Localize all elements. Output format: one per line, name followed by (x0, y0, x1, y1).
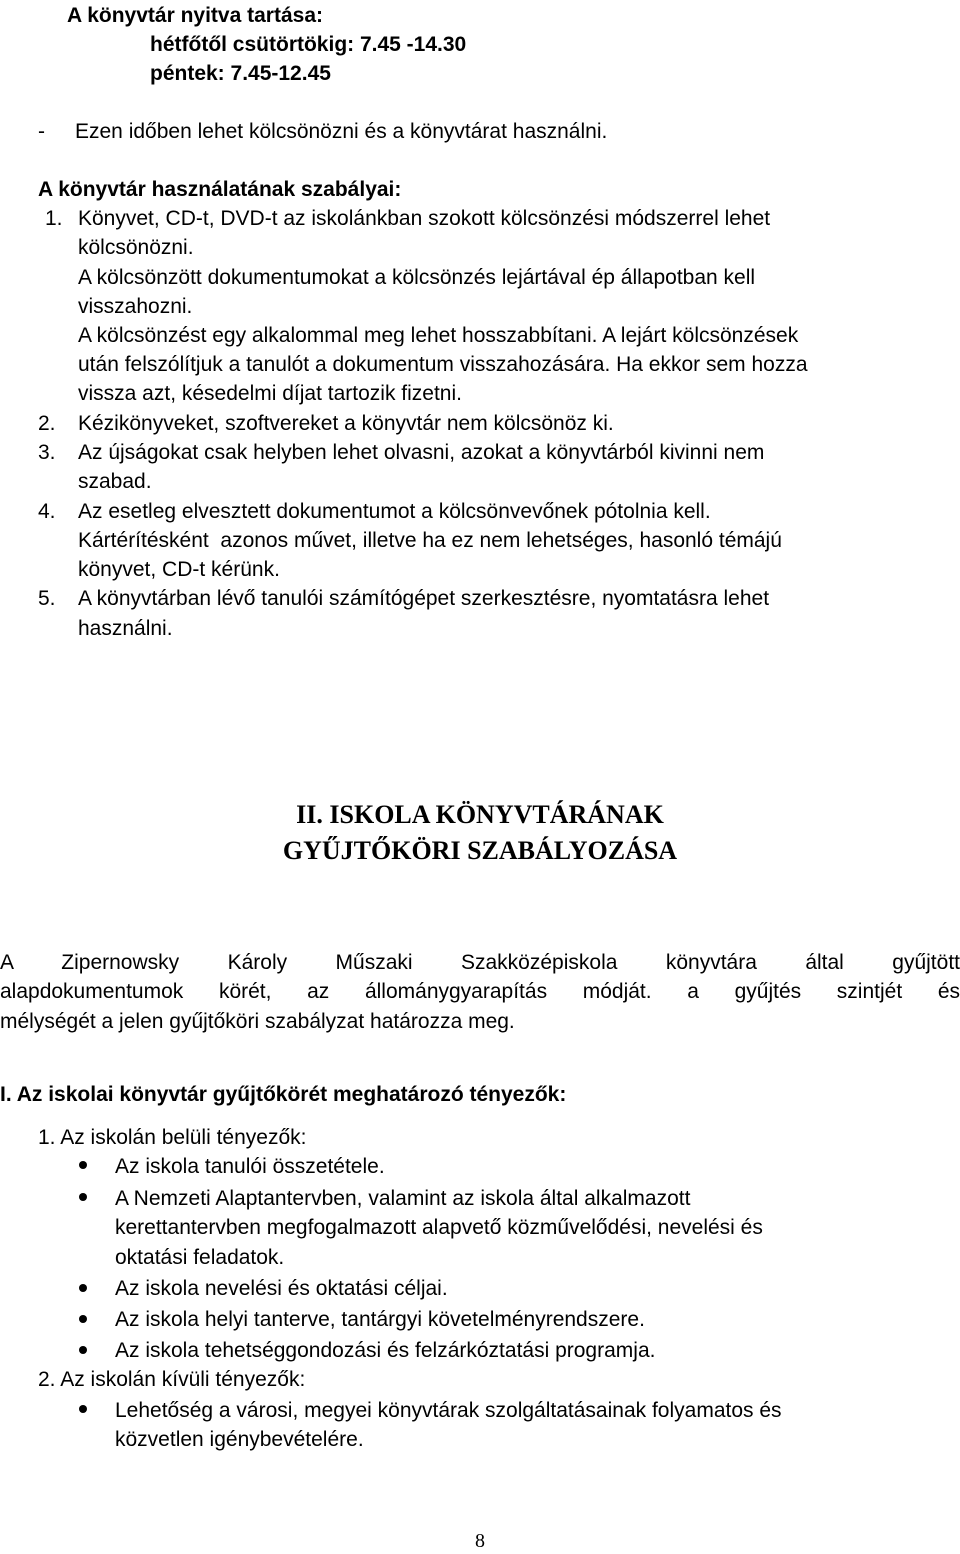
intro-line: mélységét a jelen gyűjtőköri szabályzat határozza meg. (0, 1010, 515, 1033)
intro-line: alapdokumentumok körét, az állománygyarapítás módját. a gyűjtés szintjét és (0, 980, 960, 1003)
rule-line: A kölcsönzött dokumentumokat a kölcsönzés lejártával ép állapotban kell (78, 266, 756, 289)
rule-line: szabad. (78, 470, 152, 493)
rule-line: könyvet, CD-t kérünk. (78, 558, 280, 581)
factor-item: Az iskola tehetséggondozási és felzárkóztatási programja. (115, 1339, 656, 1362)
bullet-icon (79, 1284, 87, 1292)
factor-item: Az iskola tanulói összetétele. (115, 1155, 385, 1178)
bullet-icon (79, 1405, 87, 1413)
rule-line: Az esetleg elvesztett dokumentumot a kölcsönvevőnek pótolnia kell. (78, 500, 711, 523)
bullet-icon (79, 1346, 87, 1354)
factors-title: I. Az iskolai könyvtár gyűjtőkörét meghatározó tényezők: (0, 1083, 567, 1106)
rule-number: 2. (38, 412, 56, 435)
hours-note: Ezen időben lehet kölcsönözni és a könyvtárat használni. (75, 120, 608, 143)
section-heading-line2: GYŰJTŐKÖRI SZABÁLYOZÁSA (282, 836, 678, 865)
bullet-icon (79, 1315, 87, 1323)
rule-line: használni. (78, 617, 173, 640)
outer-factors-label: 2. Az iskolán kívüli tényezők: (38, 1368, 306, 1391)
opening-hours-title: A könyvtár nyitva tartása: (67, 4, 323, 27)
rule-line: Az újságokat csak helyben lehet olvasni, azokat a könyvtárból kivinni nem (78, 441, 765, 464)
rule-number: 5. (38, 587, 56, 610)
rule-number: 1. (45, 207, 63, 230)
intro-line: A Zipernowsky Károly Műszaki Szakközépiskola könyvtára által gyűjtött (0, 951, 960, 974)
section-heading-line1: II. ISKOLA KÖNYVTÁRÁNAK (296, 800, 664, 829)
page-number: 8 (475, 1530, 485, 1552)
factor-item: kerettantervben megfogalmazott alapvető közművelődési, nevelési és (115, 1216, 763, 1239)
factor-item: A Nemzeti Alaptantervben, valamint az iskola által alkalmazott (115, 1187, 691, 1210)
rule-line: A kölcsönzést egy alkalommal meg lehet hosszabbítani. A lejárt kölcsönzések (78, 324, 799, 347)
factor-item: oktatási feladatok. (115, 1246, 285, 1269)
rule-line: Kézikönyveket, szoftvereket a könyvtár nem kölcsönöz ki. (78, 412, 614, 435)
factor-item: Az iskola nevelési és oktatási céljai. (115, 1277, 448, 1300)
rule-number: 4. (38, 500, 56, 523)
hours-note-dash: - (38, 120, 45, 143)
rules-title: A könyvtár használatának szabályai: (38, 178, 402, 201)
bullet-icon (79, 1161, 87, 1169)
hours-mon-thu: hétfőtől csütörtökig: 7.45 -14.30 (150, 33, 467, 56)
factor-item: Az iskola helyi tanterve, tantárgyi követelményrendszere. (115, 1308, 645, 1331)
rule-line: vissza azt, késedelmi díjat tartozik fizetni. (78, 382, 462, 405)
inner-factors-label: 1. Az iskolán belüli tényezők: (38, 1126, 307, 1149)
rule-line: A könyvtárban lévő tanulói számítógépet szerkesztésre, nyomtatásra lehet (78, 587, 770, 610)
rule-line: visszahozni. (78, 295, 193, 318)
hours-fri: péntek: 7.45-12.45 (150, 62, 331, 85)
rule-line: után felszólítjuk a tanulót a dokumentum visszahozására. Ha ekkor sem hozza (78, 353, 808, 376)
rule-line: Kártérítésként azonos művet, illetve ha ez nem lehetséges, hasonló témájú (78, 529, 782, 552)
rule-line: kölcsönözni. (78, 236, 194, 259)
rule-number: 3. (38, 441, 56, 464)
factor-item: közvetlen igénybevételére. (115, 1428, 364, 1451)
rule-line: Könyvet, CD-t, DVD-t az iskolánkban szokott kölcsönzési módszerrel lehet (78, 207, 771, 230)
bullet-icon (79, 1193, 87, 1201)
factor-item: Lehetőség a városi, megyei könyvtárak szolgáltatásainak folyamatos és (115, 1399, 782, 1422)
